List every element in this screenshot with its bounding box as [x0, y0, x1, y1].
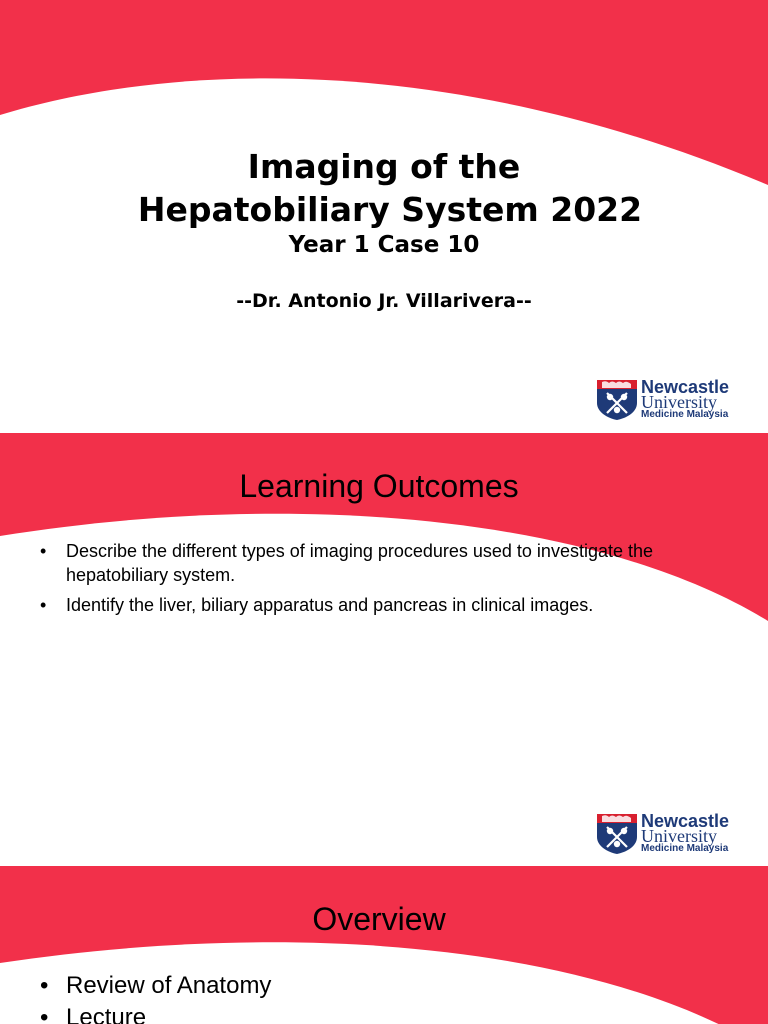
logo-line3: Medicine Malaysia — [641, 409, 729, 420]
logo-line2: University — [641, 392, 717, 412]
slide-subtitle: Year 1 Case 10 — [288, 232, 480, 258]
bullet-list — [40, 970, 730, 1024]
newcastle-logo — [596, 813, 752, 855]
title-slide[interactable] — [0, 0, 768, 433]
learning-outcomes-slide[interactable] — [0, 433, 768, 866]
university-crest-icon — [596, 813, 638, 855]
list-item: • Review of Anatomy — [40, 970, 730, 1002]
slide-title-line1: Imaging of the — [247, 147, 521, 186]
bullet-list — [40, 539, 730, 623]
logo-line1: Newcastle — [641, 811, 730, 831]
logo-line1: Newcastle — [641, 377, 730, 397]
overview-slide[interactable] — [0, 866, 768, 1024]
slide-heading: Learning Outcomes — [239, 468, 519, 504]
list-item: • Lecture — [40, 1002, 730, 1024]
newcastle-logo — [596, 379, 752, 421]
logo-line2: University — [641, 826, 717, 846]
list-item: • Describe the different types of imaging procedures used to investigate the hepatobiliary system. — [40, 539, 730, 587]
university-crest-icon — [596, 379, 638, 421]
logo-line3: Medicine Malaysia — [641, 843, 729, 854]
slide-title-line2: Hepatobiliary System 2022 — [137, 190, 643, 229]
slide-author: --Dr. Antonio Jr. Villarivera-- — [236, 290, 532, 312]
slide-heading: Overview — [312, 901, 446, 937]
list-item: • Identify the liver, biliary apparatus and pancreas in clinical images. — [40, 593, 730, 617]
